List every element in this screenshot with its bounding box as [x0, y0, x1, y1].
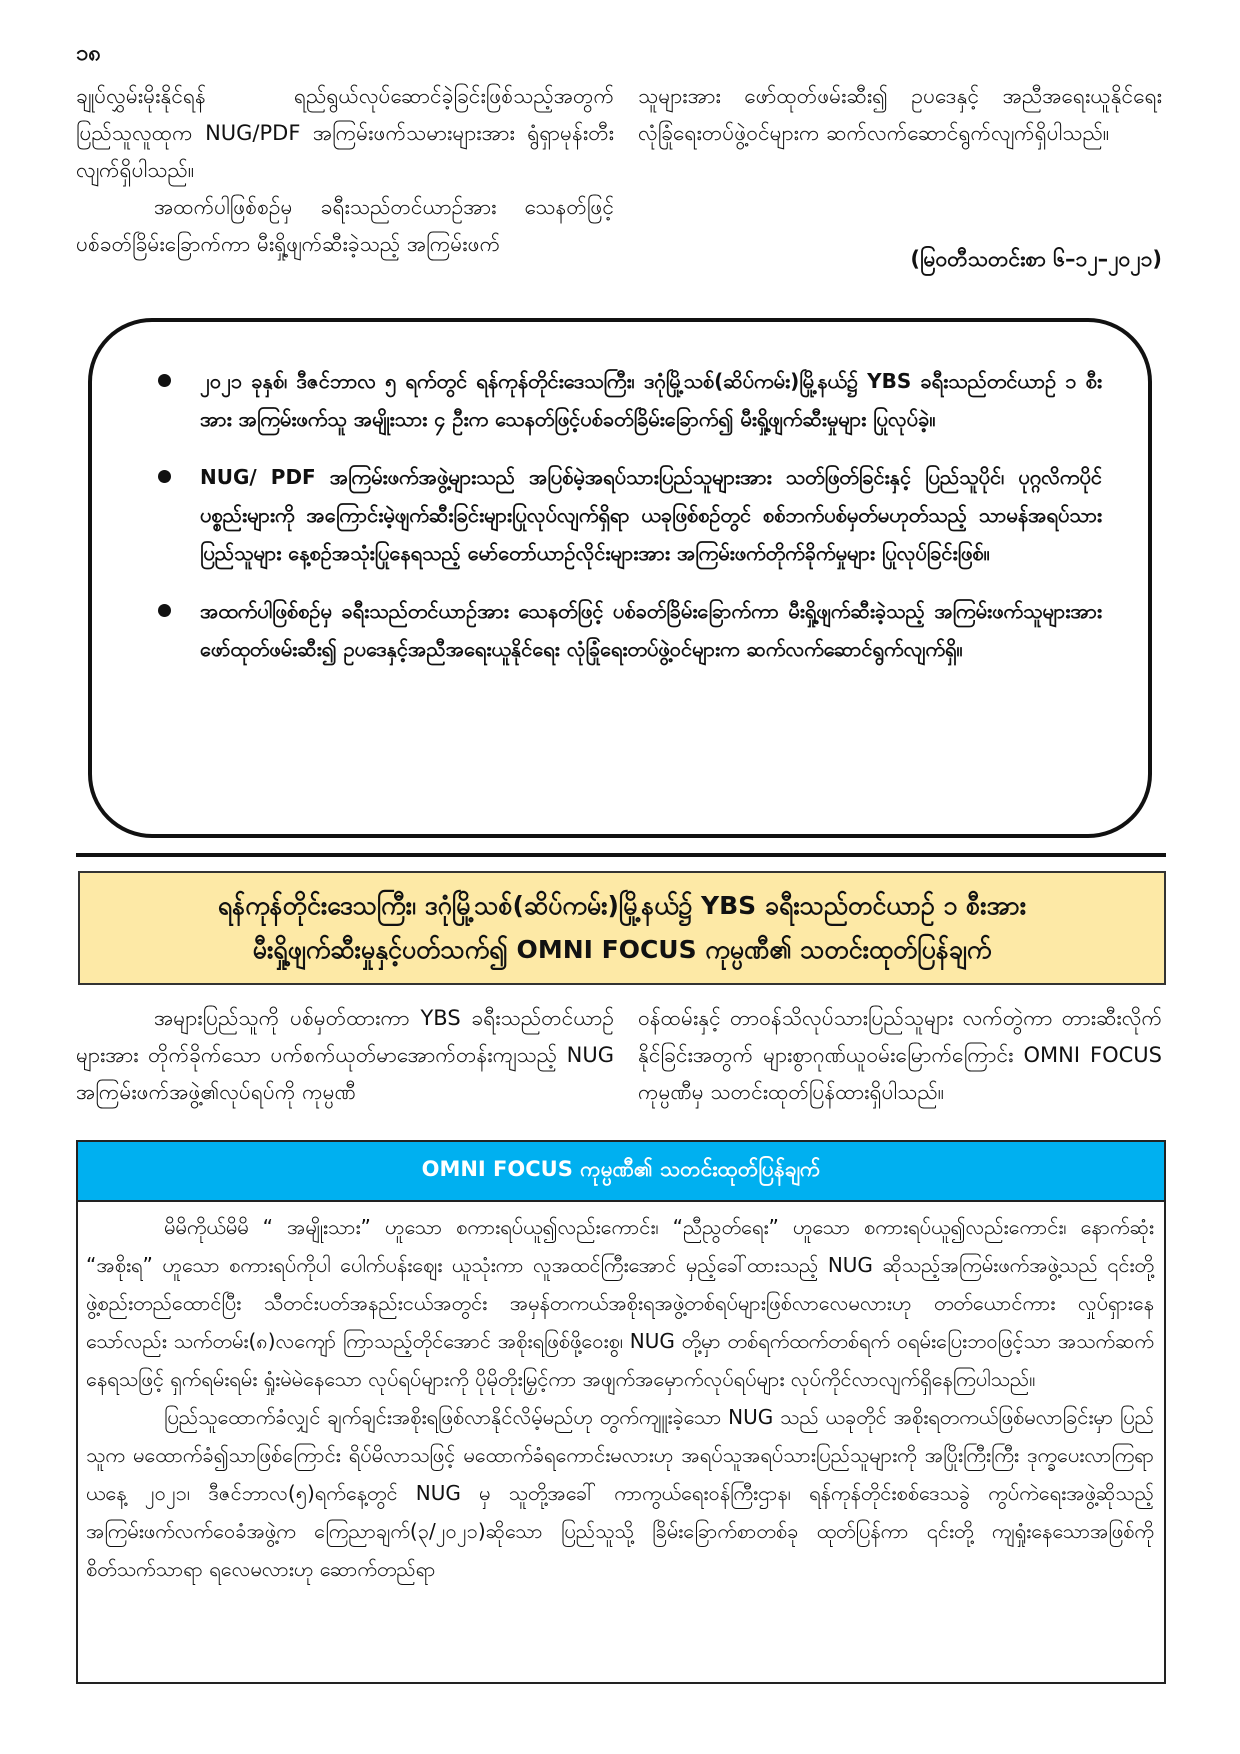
- section-divider: [76, 853, 1166, 857]
- summary-bullet: [152, 592, 1102, 668]
- paragraph: ပြည်သူထောက်ခံလျှင် ချက်ချင်းအစိုးရဖြစ်လာနိုင်လိမ့်မည်ဟု တွက်ကျူးခဲ့သော NUG သည် ယခုတိုင် အစိုးရတကယ်ဖြစ်မလာခြင်းမှာ ပြည်သူက မထောက်ခံ၍သာဖြစ်ကြောင်း ရိပ်မိလာသဖြင့် မထောက်ခံရကောင်းမလားဟု အရပ်သူအရပ်သားပြည်သူများကို အပြိုးကြီးကြီး ဒုက္ခပေးလာကြရာ ယနေ့ ၂၀၂၁၊ ဒီဇင်ဘာလ(၅)ရက်နေ့တွင် NUG မှ သူတို့အခေါ် ကာကွယ်ရေးဝန်ကြီးဌာန၊ ရန်ကုန်တိုင်းစစ်ဒေသခွဲ ကွပ်ကဲရေးအဖွဲ့ဆိုသည့် အကြမ်းဖက်လက်ဝေခံအဖွဲ့က ကြေညာချက်(၃/၂၀၂၁)ဆိုသော ပြည်သူသို့ ခြိမ်းခြောက်စာတစ်ခု ထုတ်ပြန်ကာ ၎င်းတို့ ကျရှုံးနေသောအဖြစ်ကို စိတ်သက်သာရာ ရလေမလားဟု ဆောက်တည်ရာ: [86, 1405, 1154, 1581]
- source-citation: (မြဝတီသတင်းစာ ၆–၁၂–၂၀၂၁): [910, 247, 1162, 271]
- bullet-icon: [158, 374, 171, 387]
- headline-line: ရန်ကုန်တိုင်းဒေသကြီး၊ ဒဂုံမြို့သစ်(ဆိပ်ကမ်း)မြို့နယ်၌ YBS ခရီးသည်တင်ယာဉ် ၁ စီးအား: [217, 891, 1027, 920]
- summary-list: [152, 362, 1102, 668]
- intro-right-column: [638, 1000, 1162, 1111]
- paragraph: ချုပ်လွှမ်းမိုးနိုင်ရန် ရည်ရွယ်လုပ်ဆောင်ခဲ့ခြင်းဖြစ်သည့်အတွက် ပြည်သူလူထုက NUG/PDF အကြမ်းဖက်သမားများအား ရွံရှာမုန်းတီးလျက်ရှိပါသည်။: [76, 84, 614, 182]
- statement-box: [76, 1140, 1166, 1684]
- paragraph: အများပြည်သူကို ပစ်မှတ်ထားကာ YBS ခရီးသည်တင်ယာဉ်များအား တိုက်ခိုက်သော ပက်စက်ယုတ်မာအောက်တန်းကျသည့် NUG အကြမ်းဖက်အဖွဲ့၏လုပ်ရပ်ကို ကုမ္ပဏီ: [76, 1006, 614, 1104]
- top-left-column: [76, 78, 614, 263]
- summary-bullet: [152, 362, 1102, 438]
- statement-body: [78, 1202, 1164, 1588]
- page-number: ၁၈: [76, 41, 101, 66]
- headline-box: [78, 871, 1166, 985]
- summary-bullet: [152, 458, 1102, 572]
- statement-heading: OMNI FOCUS ကုမ္ပဏီ၏ သတင်းထုတ်ပြန်ချက်: [78, 1142, 1164, 1202]
- paragraph: သူများအား ဖော်ထုတ်ဖမ်းဆီး၍ ဥပဒေနှင့် အညီအရေးယူနိုင်ရေး လုံခြုံရေးတပ်ဖွဲ့ဝင်များက ဆက်လက်ဆောင်ရွက်လျက်ရှိပါသည်။: [638, 84, 1162, 145]
- summary-bullet-text: ၂၀၂၁ ခုနှစ်၊ ဒီဇင်ဘာလ ၅ ရက်တွင် ရန်ကုန်တိုင်းဒေသကြီး၊ ဒဂုံမြို့သစ်(ဆိပ်ကမ်း)မြို့နယ်၌ YBS ခရီးသည်တင်ယာဉ် ၁ စီးအား အကြမ်းဖက်သူ အမျိုးသား ၄ ဦးက သေနတ်ဖြင့်ပစ်ခတ်ခြိမ်းခြောက်၍ မီးရှို့ဖျက်ဆီးမှုများ ပြုလုပ်ခဲ့။: [200, 369, 1102, 431]
- bullet-icon: [158, 470, 171, 483]
- paragraph: မိမိကိုယ်မိမိ “ အမျိုးသား” ဟူသော စကားရပ်ယူ၍လည်းကောင်း၊ “ညီညွတ်ရေး” ဟူသော စကားရပ်ယူ၍လည်းကောင်း၊ နောက်ဆုံး “အစိုးရ” ဟူသော စကားရပ်ကိုပါ ပေါက်ပန်းဈေး ယူသုံးကာ လူအထင်ကြီးအောင် မှည့်ခေါ်ထားသည့် NUG ဆိုသည့်အကြမ်းဖက်အဖွဲ့သည် ၎င်းတို့ဖွဲ့စည်းတည်ထောင်ပြီး သီတင်းပတ်အနည်းငယ်အတွင်း အမှန်တကယ်အစိုးရအဖွဲ့တစ်ရပ်များဖြစ်လာလေမလားဟု တတ်ယောင်ကား လှုပ်ရှားနေသော်လည်း သက်တမ်း(၈)လကျော် ကြာသည့်တိုင်အောင် အစိုးရဖြစ်ဖို့ဝေးစွ၊ NUG တို့မှာ တစ်ရက်ထက်တစ်ရက် ဝရမ်းပြေးဘဝဖြင့်သာ အသက်ဆက်နေရသဖြင့် ရှက်ရမ်းရမ်း ရှုံးမဲမဲနေသော လုပ်ရပ်များကို ပိုမိုတိုးမြှင့်ကာ အဖျက်အမှောက်လုပ်ရပ်များ လုပ်ကိုင်လာလျက်ရှိနေကြပါသည်။: [86, 1215, 1154, 1391]
- summary-bullet-text: အထက်ပါဖြစ်စဉ်မှ ခရီးသည်တင်ယာဉ်အား သေနတ်ဖြင့် ပစ်ခတ်ခြိမ်းခြောက်ကာ မီးရှို့ဖျက်ဆီးခဲ့သည့် အကြမ်းဖက်သူများအား ဖော်ထုတ်ဖမ်းဆီး၍ ဥပဒေနှင့်အညီအရေးယူနိုင်ရေး လုံခြုံရေးတပ်ဖွဲ့ဝင်များက ဆက်လက်ဆောင်ရွက်လျက်ရှိ။: [200, 599, 1102, 661]
- top-right-column: [638, 78, 1162, 152]
- summary-bullet-text: NUG/ PDF အကြမ်းဖက်အဖွဲ့များသည် အပြစ်မဲ့အရပ်သားပြည်သူများအား သတ်ဖြတ်ခြင်းနှင့် ပြည်သူပိုင်၊ ပုဂ္ဂလိကပိုင်ပစ္စည်းများကို အကြောင်းမဲ့ဖျက်ဆီးခြင်းများပြုလုပ်လျက်ရှိရာ ယခုဖြစ်စဉ်တွင် စစ်ဘက်ပစ်မှတ်မဟုတ်သည့် သာမန်အရပ်သားပြည်သူများ နေ့စဉ်အသုံးပြုနေရသည့် မော်တော်ယာဉ်လိုင်းများအား အကြမ်းဖက်တိုက်ခိုက်မှုများ ပြုလုပ်ခြင်းဖြစ်။: [200, 465, 1102, 565]
- headline-line: မီးရှို့ဖျက်ဆီးမှုနှင့်ပတ်သက်၍ OMNI FOCUS ကုမ္ပဏီ၏ သတင်းထုတ်ပြန်ချက်: [252, 935, 992, 964]
- paragraph: အထက်ပါဖြစ်စဉ်မှ ခရီးသည်တင်ယာဉ်အား သေနတ်ဖြင့် ပစ်ခတ်ခြိမ်းခြောက်ကာ မီးရှို့ဖျက်ဆီးခဲ့သည့် အကြမ်းဖက်: [76, 195, 614, 256]
- intro-left-column: [76, 1000, 614, 1111]
- summary-box: [88, 318, 1152, 838]
- paragraph: ဝန်ထမ်းနှင့် တာဝန်သိလုပ်သားပြည်သူများ လက်တွဲကာ တားဆီးလိုက်နိုင်ခြင်းအတွက် များစွာဂုဏ်ယူဝမ်းမြောက်ကြောင်း OMNI FOCUS ကုမ္ပဏီမှ သတင်းထုတ်ပြန်ထားရှိပါသည်။: [638, 1006, 1162, 1104]
- bullet-icon: [158, 604, 171, 617]
